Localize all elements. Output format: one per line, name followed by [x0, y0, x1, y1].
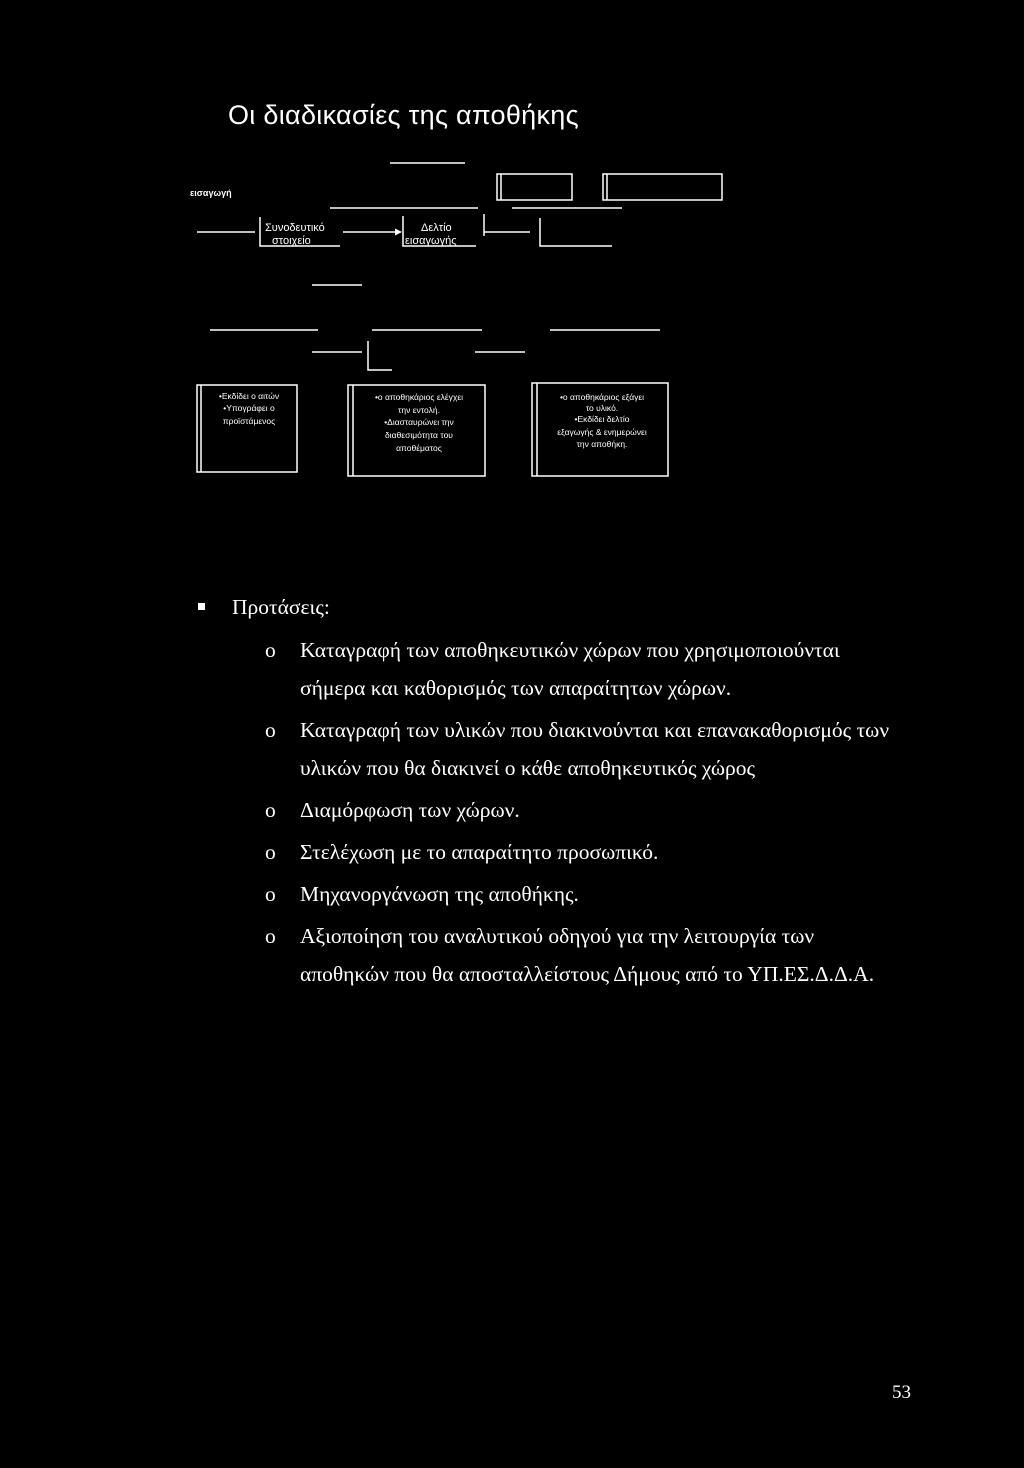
receipt-slip-label: εισαγωγής [405, 235, 457, 247]
list-item [0, 711, 1024, 787]
bracket-frame [368, 341, 392, 370]
list-marker: o [265, 882, 276, 906]
arrow-right-icon [395, 229, 402, 236]
step-text: προϊστάμενος [222, 416, 276, 426]
list-marker: o [265, 798, 276, 822]
step-text: •ο αποθηκάριος ελέγχει [374, 392, 464, 402]
list-item-text: αποθηκών που θα αποσταλλείστους Δήμους από το ΥΠ.ΕΣ.Δ.Δ.Α. [300, 962, 875, 986]
list-marker: o [265, 840, 276, 864]
entry-label: εισαγωγή [190, 188, 232, 198]
list-item [0, 833, 1024, 871]
receipt-slip-label: Δελτίο [421, 222, 452, 234]
step-text: •Εκδίδει ο αιτών [218, 391, 280, 401]
list-item-text: Καταγραφή των αποθηκευτικών χώρων που χρησιμοποιούνται [300, 638, 840, 662]
accompanying-document-label: στοιχείο [272, 235, 311, 247]
bullet-square-icon [198, 603, 205, 610]
step-text: διαθεσιμότητα του [385, 430, 453, 440]
list-item [0, 631, 1024, 707]
step-text: εξαγωγής & ενημερώνει [557, 427, 647, 437]
list-item-text: σήμερα και καθορισμός των απαραίτητων χώρων. [300, 676, 732, 700]
step-text: •Εκδίδει δελτίο [574, 414, 630, 424]
list-item-text: υλικών που θα διακινεί ο κάθε αποθηκευτικός χώρος [300, 756, 756, 780]
accompanying-document-label: Συνοδευτικό [265, 222, 325, 234]
list-item [0, 791, 1024, 829]
page-title: Οι διαδικασίες της αποθήκης [228, 100, 579, 130]
list-item [0, 917, 1024, 993]
bracket-frame [540, 218, 612, 246]
step-text: •Διασταυρώνει την [384, 417, 454, 427]
top-box [497, 174, 572, 200]
step-text: το υλικό. [585, 403, 619, 413]
list-marker: o [265, 638, 276, 662]
step-text: την εντολή. [398, 405, 440, 415]
list-item-text: Στελέχωση με το απαραίτητο προσωπικό. [300, 840, 659, 864]
proposals-list [0, 631, 1024, 993]
list-item-text: Καταγραφή των υλικών που διακινούνται και επανακαθορισμός των [300, 718, 890, 742]
step-text: •Υπογράφει ο [223, 403, 275, 413]
top-box [603, 174, 722, 200]
list-item-text: Διαμόρφωση των χώρων. [300, 798, 520, 822]
list-marker: o [265, 718, 276, 742]
proposals-section [0, 588, 1024, 997]
step-text: την αποθήκη. [576, 439, 628, 449]
list-item-text: Μηχανοργάνωση της αποθήκης. [300, 882, 579, 906]
page-number: 53 [892, 1382, 911, 1403]
proposals-heading: Προτάσεις: [232, 595, 330, 619]
process-diagram [0, 0, 1024, 500]
list-item-text: Αξιοποίηση του αναλυτικού οδηγού για την λειτουργία των [300, 924, 815, 948]
list-marker: o [265, 924, 276, 948]
step-text: •ο αποθηκάριος εξάγει [559, 392, 645, 402]
proposals-heading-row [0, 588, 1024, 626]
step-text: αποθέματος [396, 443, 442, 453]
list-item [0, 875, 1024, 913]
